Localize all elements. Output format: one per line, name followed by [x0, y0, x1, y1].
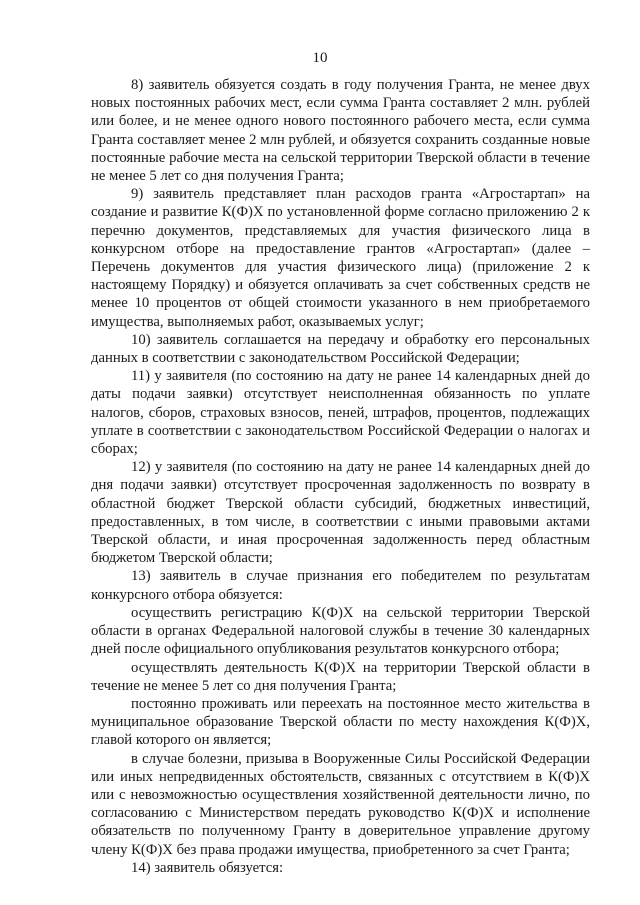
- paragraph-item-9: 9) заявитель представляет план расходов гранта «Агростартап» на создание и развитие К(Ф)Х по установленной форме согласно приложению 2 к перечню документов, представляемых для участия физического лица в конкурсном отборе на предоставление грантов «Агростартап» (далее – Перечень документов для участия физического лица) (приложение 2 к настоящему Порядку) и обязуется оплачивать за счет собственных средств не менее 10 процентов от общей стоимости указанного в нем приобретаемого имущества, выполняемых работ, оказываемых услуг;: [91, 186, 590, 330]
- paragraph-subitem-residence: постоянно проживать или переехать на постоянное место жительства в муниципальное образование Тверской области по месту нахождения К(Ф)Х, главой которого он является;: [91, 695, 590, 749]
- paragraph-subitem-trust-management: в случае болезни, призыва в Вооруженные Силы Российской Федерации или иных непредвиденных обстоятельств, связанных с отсутствием в К(Ф)Х или с невозможностью осуществления хозяйственной деятельности лично, по согласованию с Министерством передать руководство К(Ф)Х и исполнение обязательств по полученному Гранту в доверительное управление другому члену К(Ф)Х без права продажи имущества, приобретенного за счет Гранта;: [91, 750, 590, 858]
- document-body: [91, 76, 590, 877]
- paragraph-item-8: 8) заявитель обязуется создать в году получения Гранта, не менее двух новых постоянных рабочих мест, если сумма Гранта составляет 2 млн. рублей или более, и не менее одного нового постоянного рабочего места, если сумма Гранта составляет менее 2 млн рублей, и обязуется сохранить созданные новые постоянные рабочие места на сельской территории Тверской области в течение не менее 5 лет со дня получения Гранта;: [91, 77, 590, 185]
- paragraph-item-13: 13) заявитель в случае признания его победителем по результатам конкурсного отбора обязуется:: [91, 568, 590, 603]
- paragraph-subitem-registration: осуществить регистрацию К(Ф)Х на сельской территории Тверской области в органах Федеральной налоговой службы в течение 30 календарных дней после официального опубликования результатов конкурсного отбора;: [91, 604, 590, 658]
- paragraph-item-11: 11) у заявителя (по состоянию на дату не ранее 14 календарных дней до даты подачи заявки) отсутствует неисполненная обязанность по уплате налогов, сборов, страховых взносов, пеней, штрафов, процентов, подлежащих уплате в соответствии с законодательством Российской Федерации о налогах и сборах;: [91, 368, 590, 458]
- paragraph-item-14: 14) заявитель обязуется:: [131, 859, 284, 876]
- paragraph-subitem-activity: осуществлять деятельность К(Ф)Х на территории Тверской области в течение не менее 5 лет со дня получения Гранта;: [91, 659, 590, 694]
- page-number: 10: [312, 50, 328, 66]
- paragraph-item-12: 12) у заявителя (по состоянию на дату не ранее 14 календарных дней до дня подачи заявки) отсутствует просроченная задолженность по возврату в областной бюджет Тверской области субсидий, бюджетных инвестиций, предоставленных, в том числе, в соответствии с иными правовыми актами Тверской области, и иная просроченная задолженность перед областным бюджетом Тверской области;: [91, 459, 590, 567]
- paragraph-item-10: 10) заявитель соглашается на передачу и обработку его персональных данных в соответствии с законодательством Российской Федерации;: [91, 331, 590, 367]
